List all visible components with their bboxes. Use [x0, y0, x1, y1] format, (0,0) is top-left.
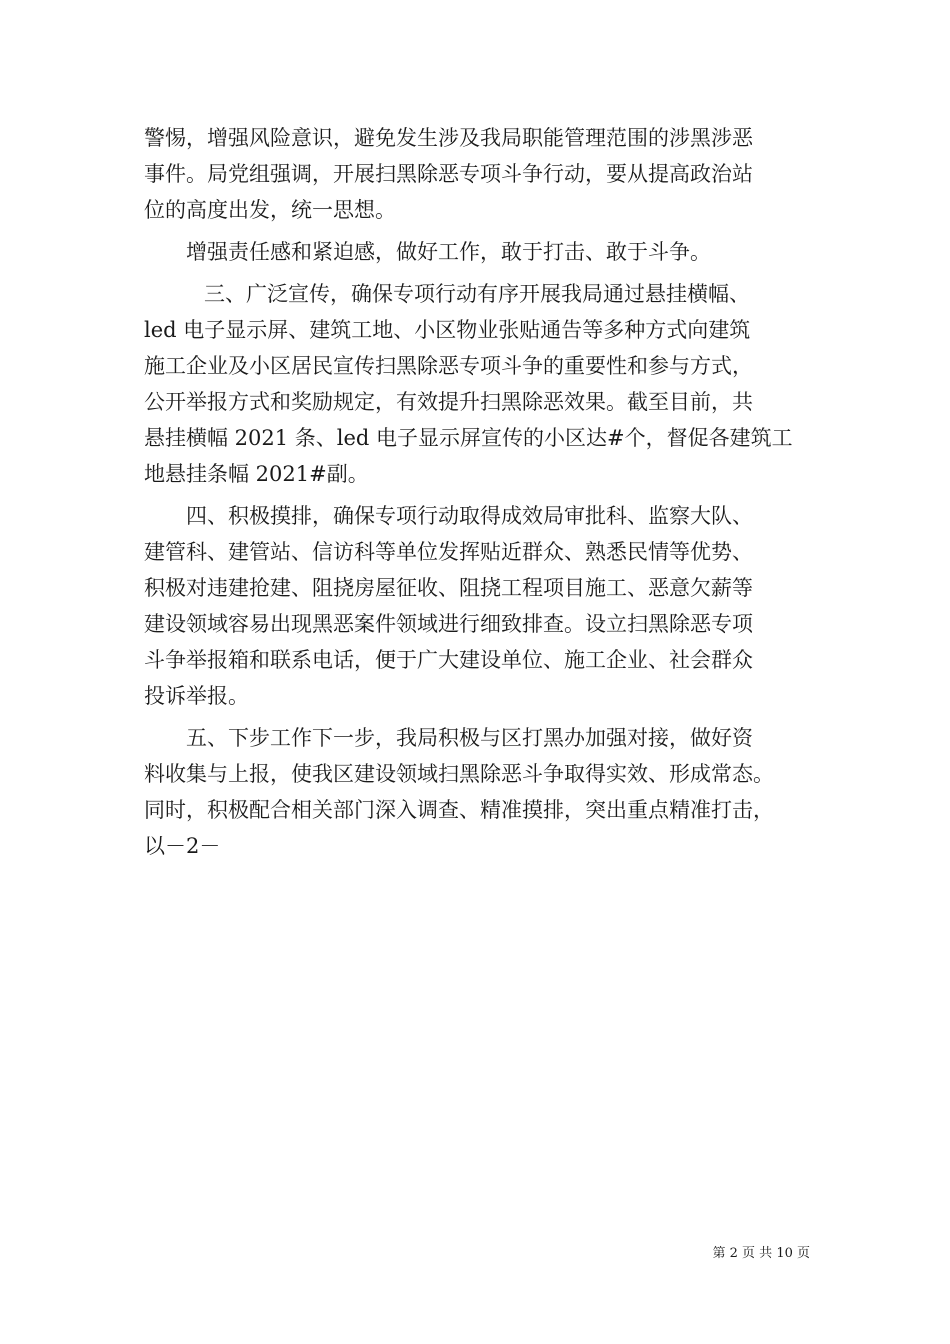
text-line: 建管科、建管站、信访科等单位发挥贴近群众、熟悉民情等优势、 — [144, 540, 753, 564]
text-line: 料收集与上报，使我区建设领域扫黑除恶斗争取得实效、形成常态。 — [144, 762, 774, 786]
text-line: 投诉举报。 — [144, 684, 249, 708]
text-line: 地悬挂条幅 2021#副。 — [144, 462, 369, 486]
text-line: 以－2－ — [144, 834, 221, 858]
text-line: 建设领域容易出现黑恶案件领域进行细致排查。设立扫黑除恶专项 — [144, 612, 753, 636]
paragraph-first-line: 增强责任感和紧迫感，做好工作，敢于打击、敢于斗争。 — [186, 240, 711, 264]
section-heading-five: 五、下步工作下一步，我局积极与区打黑办加强对接，做好资 — [186, 726, 753, 750]
text-line: 位的高度出发，统一思想。 — [144, 198, 396, 222]
text-line: 警惕，增强风险意识，避免发生涉及我局职能管理范围的涉黑涉恶 — [144, 126, 753, 150]
text-line: 施工企业及小区居民宣传扫黑除恶专项斗争的重要性和参与方式， — [144, 354, 753, 378]
text-line: 公开举报方式和奖励规定，有效提升扫黑除恶效果。截至目前，共 — [144, 390, 753, 414]
document-body — [144, 120, 824, 864]
text-line: 悬挂横幅 2021 条、led 电子显示屏宣传的小区达#个，督促各建筑工 — [144, 426, 793, 450]
text-line: 事件。局党组强调，开展扫黑除恶专项斗争行动，要从提高政治站 — [144, 162, 753, 186]
section-heading-four: 四、积极摸排，确保专项行动取得成效局审批科、监察大队、 — [186, 504, 753, 528]
text-line: 积极对违建抢建、阻挠房屋征收、阻挠工程项目施工、恶意欠薪等 — [144, 576, 753, 600]
section-heading-three: 三、广泛宣传，确保专项行动有序开展我局通过悬挂横幅、 — [204, 282, 750, 306]
text-line: 同时，积极配合相关部门深入调查、精准摸排，突出重点精准打击， — [144, 798, 774, 822]
text-line: led 电子显示屏、建筑工地、小区物业张贴通告等多种方式向建筑 — [144, 318, 751, 342]
page-footer: 第 2 页 共 10 页 — [712, 1246, 810, 1261]
text-line: 斗争举报箱和联系电话，便于广大建设单位、施工企业、社会群众 — [144, 648, 753, 672]
